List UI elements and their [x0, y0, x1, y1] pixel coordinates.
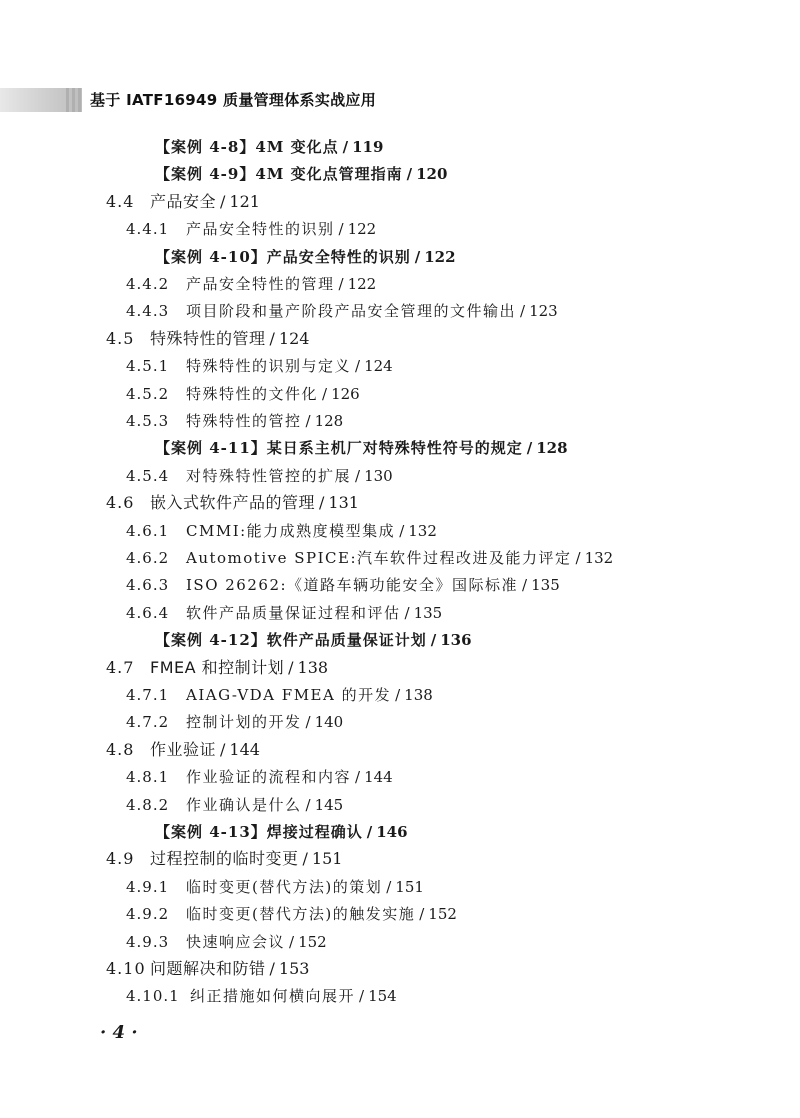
toc-entry-l2[interactable]: [126, 932, 327, 952]
entry-title: 产品安全特性的识别: [186, 220, 335, 239]
page-separator: /: [338, 220, 344, 239]
page-number: 123: [529, 302, 558, 321]
page-number: 144: [229, 739, 260, 759]
page-separator: /: [302, 849, 308, 869]
toc-entry-l2[interactable]: [126, 301, 558, 321]
page-number: 151: [395, 877, 424, 896]
page-number: 132: [408, 521, 437, 540]
toc-entry-l2[interactable]: [126, 712, 343, 732]
toc-entry-l1[interactable]: [106, 959, 309, 979]
page-separator: /: [522, 576, 528, 595]
header-band: [0, 88, 82, 112]
entry-title: 对特殊特性管控的扩展: [186, 466, 352, 485]
page-separator: /: [414, 247, 421, 266]
page-number: 152: [428, 905, 457, 924]
entry-title: 控制计划的开发: [186, 713, 302, 732]
entry-title: 嵌入式软件产品的管理: [150, 493, 316, 513]
page-separator: /: [419, 905, 425, 924]
toc-case-entry[interactable]: [155, 630, 472, 650]
toc-entry-l2[interactable]: [126, 575, 560, 595]
toc-entry-l1[interactable]: [106, 493, 359, 513]
page-number: 122: [424, 247, 456, 266]
entry-title: 特殊特性的管理: [150, 328, 266, 348]
entry-title: 特殊特性的文件化: [186, 384, 319, 403]
toc-entry-l2[interactable]: [126, 411, 343, 431]
section-number: 4.9.1: [126, 877, 170, 896]
section-number: 4.7.1: [126, 686, 170, 704]
toc-entry-l2[interactable]: [126, 877, 424, 897]
header-rule: [66, 88, 69, 112]
entry-title: Automotive SPICE:汽车软件过程改进及能力评定: [186, 549, 572, 567]
page-number: 122: [347, 220, 377, 239]
page-separator: /: [355, 466, 361, 485]
section-number: 4.6: [106, 493, 135, 513]
page-number: 145: [314, 795, 344, 814]
entry-title: 作业验证的流程和内容: [186, 768, 352, 787]
section-number: 4.9: [106, 849, 135, 869]
section-number: 4.8.1: [126, 768, 170, 787]
toc-entry-l2[interactable]: [126, 603, 442, 623]
section-number: 4.5.2: [126, 384, 170, 403]
toc-entry-l2[interactable]: [126, 548, 613, 568]
page-number: 130: [364, 466, 393, 485]
page-separator: /: [386, 877, 392, 896]
page-separator: /: [526, 439, 533, 458]
toc-case-entry[interactable]: [155, 137, 383, 157]
page-number: 144: [364, 768, 393, 787]
toc-entry-l1[interactable]: [106, 740, 260, 760]
page-number: 153: [278, 959, 310, 978]
page-separator: /: [406, 165, 413, 184]
page-separator: /: [322, 384, 328, 403]
section-number: 4.5.3: [126, 412, 170, 430]
page-number: 121: [229, 191, 260, 211]
page-separator: /: [355, 357, 361, 376]
page-number: 146: [376, 823, 408, 841]
toc-entry-l1[interactable]: [106, 192, 260, 212]
entry-title: 特殊特性的识别与定义: [186, 357, 352, 376]
section-number: 4.5.4: [126, 466, 170, 485]
running-header-title: 基于 IATF16949 质量管理体系实战应用: [90, 91, 377, 109]
section-number: 4.4.1: [126, 220, 170, 239]
entry-title: FMEA 和控制计划: [150, 657, 285, 677]
page-separator: /: [338, 275, 344, 293]
page-number: 131: [328, 493, 359, 513]
entry-title: 【案例 4-12】软件产品质量保证计划: [155, 631, 427, 650]
toc-entry-l2[interactable]: [126, 521, 437, 541]
header-rule: [72, 88, 75, 112]
toc-case-entry[interactable]: [155, 247, 456, 267]
page-separator: /: [520, 302, 526, 321]
entry-title: 问题解决和防错: [150, 959, 266, 978]
page-separator: /: [288, 657, 294, 677]
toc-entry-l2[interactable]: [126, 904, 457, 924]
page-number: 154: [368, 987, 397, 1006]
entry-title: 【案例 4-8】4M 变化点: [155, 138, 339, 156]
section-number: 4.10.1: [126, 987, 180, 1006]
page-number: 126: [331, 384, 360, 403]
entry-title: 产品安全特性的管理: [186, 275, 335, 293]
section-number: 4.8: [106, 739, 135, 759]
section-number: 4.7: [106, 657, 135, 677]
page-separator: /: [430, 631, 437, 650]
section-number: 4.4.3: [126, 302, 170, 321]
toc-entry-l2[interactable]: [126, 767, 393, 787]
page-number: 128: [536, 439, 568, 458]
page-number: 135: [413, 603, 443, 622]
entry-title: 【案例 4-9】4M 变化点管理指南: [155, 165, 403, 184]
page-number: 124: [278, 328, 310, 348]
page-separator: /: [319, 493, 325, 513]
section-number: 4.5.1: [126, 357, 170, 376]
section-number: 4.6.2: [126, 549, 170, 567]
entry-title: 作业验证: [150, 739, 217, 759]
section-number: 4.4.2: [126, 275, 170, 293]
entry-title: 过程控制的临时变更: [150, 849, 299, 869]
entry-title: 产品安全: [150, 191, 217, 211]
entry-title: 作业确认是什么: [186, 795, 302, 814]
toc-entry-l2[interactable]: [126, 685, 433, 705]
entry-title: 【案例 4-11】某日系主机厂对特殊特性符号的规定: [155, 439, 523, 458]
section-number: 4.8.2: [126, 795, 170, 814]
section-number: 4.6.3: [126, 576, 170, 595]
page-folio: · 4 ·: [100, 1022, 138, 1043]
header-rule: [78, 88, 81, 112]
page-number: 151: [311, 849, 343, 869]
page-number: 124: [364, 357, 393, 376]
page-separator: /: [366, 823, 373, 841]
page-separator: /: [404, 603, 410, 622]
entry-title: 快速响应会议: [186, 932, 286, 951]
page-separator: /: [305, 713, 311, 732]
section-number: 4.6.1: [126, 521, 170, 540]
section-number: 4.9.3: [126, 932, 170, 951]
page-separator: /: [359, 987, 365, 1006]
page-separator: /: [269, 328, 275, 348]
toc-entry-l2[interactable]: [126, 384, 360, 404]
section-number: 4.4: [106, 191, 135, 211]
toc-case-entry[interactable]: [155, 822, 408, 842]
page-number: 138: [404, 686, 433, 704]
section-number: 4.5: [106, 328, 135, 348]
toc-entry-l3[interactable]: [126, 986, 397, 1006]
page-separator: /: [355, 768, 361, 787]
toc-case-entry[interactable]: [155, 164, 447, 184]
page-number: 119: [352, 138, 384, 156]
entry-title: ISO 26262:《道路车辆功能安全》国际标准: [186, 576, 519, 595]
page-number: 135: [531, 576, 560, 595]
page-number: 120: [416, 165, 448, 184]
page-separator: /: [220, 191, 226, 211]
page-separator: /: [395, 686, 401, 704]
section-number: 4.10: [106, 959, 146, 978]
page-separator: /: [220, 739, 226, 759]
page-separator: /: [289, 932, 295, 951]
page-separator: /: [269, 959, 275, 978]
page-separator: /: [305, 412, 311, 430]
page-separator: /: [342, 138, 349, 156]
entry-title: 项目阶段和量产阶段产品安全管理的文件输出: [186, 302, 517, 321]
toc-entry-l1[interactable]: [106, 658, 328, 678]
page-number: 132: [584, 549, 614, 567]
toc-entry-l2[interactable]: [126, 219, 376, 239]
entry-title: 临时变更(替代方法)的触发实施: [186, 905, 416, 924]
toc-case-entry[interactable]: [155, 438, 568, 458]
toc-entry-l2[interactable]: [126, 795, 343, 815]
entry-title: 纠正措施如何横向展开: [190, 987, 356, 1006]
page-number: 136: [440, 631, 472, 650]
section-number: 4.9.2: [126, 905, 170, 924]
entry-title: 【案例 4-10】产品安全特性的识别: [155, 247, 411, 266]
page-separator: /: [575, 549, 581, 567]
page-number: 138: [297, 657, 329, 677]
toc-entry-l1[interactable]: [106, 849, 342, 869]
toc-entry-l2[interactable]: [126, 466, 393, 486]
toc-entry-l1[interactable]: [106, 329, 309, 349]
entry-title: 特殊特性的管控: [186, 412, 302, 430]
section-number: 4.7.2: [126, 713, 170, 732]
page-number: 128: [314, 412, 344, 430]
entry-title: AIAG-VDA FMEA 的开发: [186, 686, 392, 704]
page-number: 152: [298, 932, 327, 951]
page-number: 140: [314, 713, 344, 732]
page-separator: /: [399, 521, 405, 540]
section-number: 4.6.4: [126, 603, 170, 622]
entry-title: 临时变更(替代方法)的策划: [186, 877, 383, 896]
entry-title: 【案例 4-13】焊接过程确认: [155, 823, 363, 841]
toc-entry-l2[interactable]: [126, 356, 393, 376]
entry-title: CMMI:能力成熟度模型集成: [186, 521, 396, 540]
page-separator: /: [305, 795, 311, 814]
page-number: 122: [347, 275, 377, 293]
toc-entry-l2[interactable]: [126, 274, 376, 294]
entry-title: 软件产品质量保证过程和评估: [186, 603, 401, 622]
